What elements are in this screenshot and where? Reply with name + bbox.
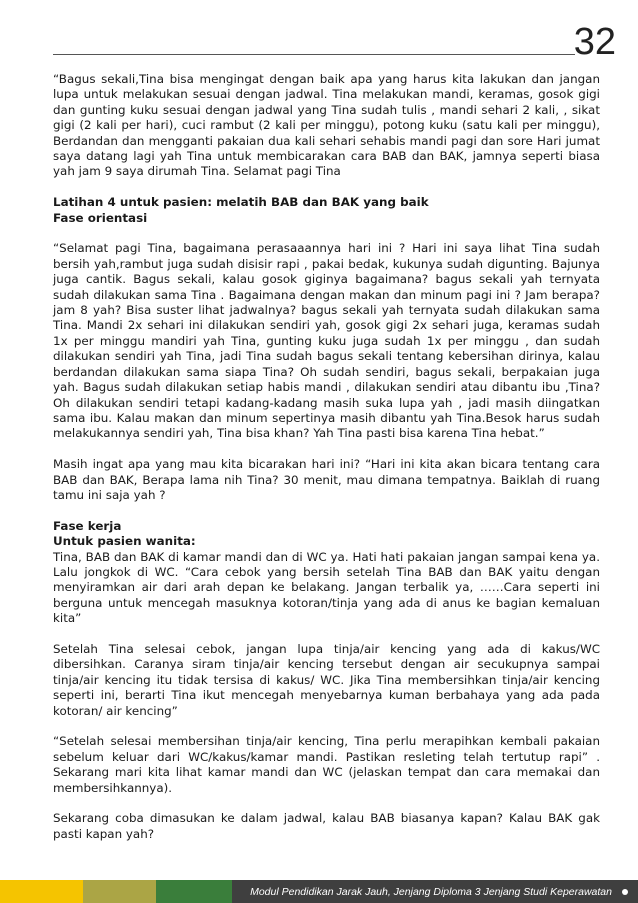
section-heading-exercise: Latihan 4 untuk pasien: melatih BAB dan BAK yang baik xyxy=(53,195,429,210)
footer-segment-green xyxy=(156,880,232,903)
paragraph-contract: Masih ingat apa yang mau kita bicarakan hari ini? “Hari ini kita akan bicara tentang cara BAB dan BAK, Berapa lama nih Tina? 30 menit, mau dimana tempatnya. Baiklah di ruang tamu ini saja yah ? xyxy=(53,457,600,502)
footer-segment-olive xyxy=(83,880,156,903)
paragraph-schedule: Sekarang coba dimasukan ke dalam jadwal, kalau BAB biasanya kapan? Kalau BAK gak pasti kapan yah? xyxy=(53,811,600,841)
paragraph-cleaning-toilet: Setelah Tina selesai cebok, jangan lupa tinja/air kencing yang ada di kakus/WC dibersihkan. Caranya siram tinja/air kencing tersebut dengan air secukupnya sampai tinja/air kencing itu tidak tersisa di kakus/ WC. Jika Tina membersihkan tinja/air kencing seperti ini, berarti Tina ikut mencegah menyebarnya kuman berbahaya yang ada pada kotoran/ air kencing” xyxy=(53,641,600,718)
footer-text: Modul Pendidikan Jarak Jauh, Jenjang Diploma 3 Jenjang Studi Keperawatan xyxy=(250,885,612,898)
subheading-work-phase: Fase kerja xyxy=(53,518,122,533)
paragraph-toilet-instructions: Tina, BAB dan BAK di kamar mandi dan di WC ya. Hati hati pakaian jangan sampai kena ya. Lalu jongkok di WC. “Cara cebok yang bersih setelah Tina BAB dan BAK yaitu dengan menyiramkan air dari arah depan ke belakang. Jangan terbalik ya, ……Cara seperti ini berguna untuk mencegah masuknya kotoran/tinja yang ada di anus ke bagian kemaluan kita” xyxy=(53,549,600,626)
paragraph-orientation: “Selamat pagi Tina, bagaimana perasaaannya hari ini ? Hari ini saya lihat Tina sudah bersih yah,rambut juga sudah disisir rapi , pakai bedak, kukunya sudah digunting. Bajunya juga cantik. Bagus sekali, kalau gosok giginya bagaimana? bagus sekali yah ternyata sudah dilakukan sama Tina . Bagaimana dengan makan dan minum pagi ini ? Jam berapa? jam 8 yah? Bisa suster lihat jadwalnya? bagus sekali yah ternyata sudah dilakukan sama Tina. Mandi 2x sehari ini dilakukan sendiri yah, gosok gigi 2x sehari juga, keramas sudah 1x per minggu mandiri yah Tina, gunting kuku juga sudah 1x per minggu , dan sudah dilakukan sendiri yah Tina, jadi Tina sudah bagus sekali tentang kebersihan dirinya, kalau berdandan dilakukan sama siapa Tina? Oh sudah sendiri, bagus sekali, berpakaian juga yah. Bagus sudah dilakukan setiap habis mandi , dilakukan sendiri atau dibantu ibu ,Tina? Oh dilakukan sendiri tetapi kadang-kadang masih suka lupa yah , jadi masih diingatkan sama ibu. Kalau makan dan minum sepertinya masih dibantu yah Tina.Besok harus sudah melakukannya sendiri yah, Tina bisa khan? Yah Tina pasti bisa karena Tina hebat.” xyxy=(53,241,600,441)
paragraph-closing-session: “Bagus sekali,Tina bisa mengingat dengan baik apa yang harus kita lakukan dan jangan lupa untuk melakukan sesuai dengan jadwal. Tina melakukan mandi, keramas, gosok gigi dan gunting kuku sesuai dengan jadwal yang Tina sudah tulis , mandi sehari 2 kali, , sikat gigi (2 kali per hari), cuci rambut (2 kali per minggu), potong kuku (satu kali per minggu), Berdandan dan mengganti pakaian dua kali sehari sehabis mandi pagi dan sore Hari jumat saya datang lagi yah Tina untuk membicarakan cara BAB dan BAK, jamnya seperti biasa yah jam 9 saya dirumah Tina. Selamat pagi Tina xyxy=(53,72,600,179)
footer-bar xyxy=(0,880,638,903)
paragraph-tidy-clothes: “Setelah selesai membersihan tinja/air kencing, Tina perlu merapihkan kembali pakaian sebelum keluar dari WC/kakus/kamar mandi. Pastikan resleting telah tertutup rapi” . Sekarang mari kita lihat kamar mandi dan WC (jelaskan tempat dan cara memakai dan membersihkannya). xyxy=(53,734,600,795)
footer-segment-yellow xyxy=(0,880,83,903)
page-number: 32 xyxy=(573,21,616,63)
page-body xyxy=(53,72,600,858)
footer-segment-dark xyxy=(232,880,638,903)
header-rule xyxy=(53,54,575,55)
subheading-female-patient: Untuk pasien wanita: xyxy=(53,534,196,549)
footer-dot-icon xyxy=(622,889,628,895)
subheading-orientation-phase: Fase orientasi xyxy=(53,210,148,225)
